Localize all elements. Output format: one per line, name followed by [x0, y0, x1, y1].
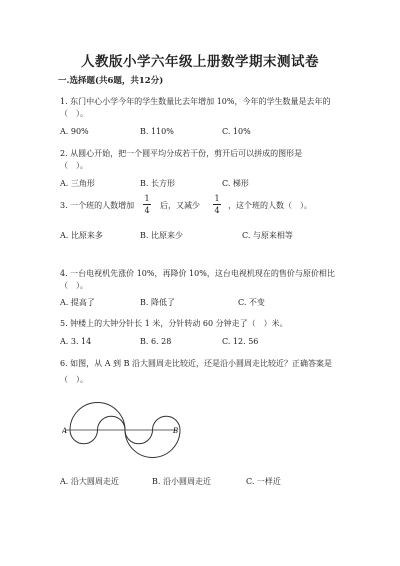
question-1-line-2: （ ）。: [60, 109, 88, 118]
section-heading: 一.选择题(共6题，共12分): [58, 76, 164, 86]
question-4-line-1: 4. 一台电视机先涨价 10%，再降价 10%，这台电视机现在的售价与原价相比: [60, 269, 335, 278]
question-5-option-b[interactable]: B. 6. 28: [140, 337, 172, 346]
question-5-line-1: 5. 钟楼上的大钟分针长 1 米，分针转动 60 分钟走了（ ）米。: [60, 319, 288, 328]
question-2-option-a[interactable]: A. 三角形: [60, 179, 95, 188]
question-3-part-1: 3. 一个班的人数增加: [60, 201, 135, 210]
fraction-numerator: 1: [214, 194, 220, 203]
point-b-label: B: [173, 427, 179, 435]
question-3-fraction-1: [143, 194, 151, 215]
question-2-option-b[interactable]: B. 长方形: [140, 179, 175, 188]
question-6-option-a[interactable]: A. 沿大圆周走近: [60, 477, 119, 486]
fraction-denominator: 4: [214, 206, 220, 215]
question-6-option-c[interactable]: C. 一样近: [246, 477, 281, 486]
question-1-option-a[interactable]: A. 90%: [60, 127, 89, 136]
question-4-option-a[interactable]: A. 提高了: [60, 298, 95, 307]
fraction-numerator: 1: [144, 194, 150, 203]
fraction-denominator: 4: [144, 206, 150, 215]
question-3-option-a[interactable]: A. 比原来多: [60, 231, 103, 240]
question-3-part-2: 后，又减少: [160, 201, 200, 210]
page-title: 人教版小学六年级上册数学期末测试卷: [81, 54, 319, 70]
question-3-option-b[interactable]: B. 比原来少: [140, 231, 183, 240]
question-2-option-c[interactable]: C. 梯形: [222, 179, 249, 188]
point-a-label: A: [62, 427, 68, 435]
question-6-option-b[interactable]: B. 沿小圆周走近: [152, 477, 211, 486]
circles-figure: [62, 400, 182, 460]
question-3-part-3: ，这个班的人数（ ）。: [228, 201, 312, 210]
question-2-line-2: （ ）。: [60, 161, 88, 170]
question-4-option-c[interactable]: C. 不变: [238, 298, 265, 307]
question-1-option-b[interactable]: B. 110%: [140, 127, 174, 136]
question-3-option-c[interactable]: C. 与原来相等: [242, 231, 293, 240]
question-4-line-2: （ ）。: [60, 281, 88, 290]
question-6-line-1: 6. 如图，从 A 到 B 沿大圆周走比较近，还是沿小圆周走比较近？正确答案是: [60, 359, 333, 368]
question-2-line-1: 2. 从圆心开始，把一个圆平均分成若干份，剪开后可以拼成的图形是: [60, 149, 303, 158]
question-1-option-c[interactable]: C. 10%: [222, 127, 251, 136]
question-5-option-c[interactable]: C. 12. 56: [222, 337, 259, 346]
question-6-line-2: （ ）。: [60, 375, 88, 384]
question-3-fraction-2: [213, 194, 221, 215]
question-5-option-a[interactable]: A. 3. 14: [60, 337, 92, 346]
question-4-option-b[interactable]: B. 降低了: [140, 298, 175, 307]
question-1-line-1: 1. 东门中心小学今年的学生数量比去年增加 10%，今年的学生数量是去年的: [60, 97, 331, 106]
